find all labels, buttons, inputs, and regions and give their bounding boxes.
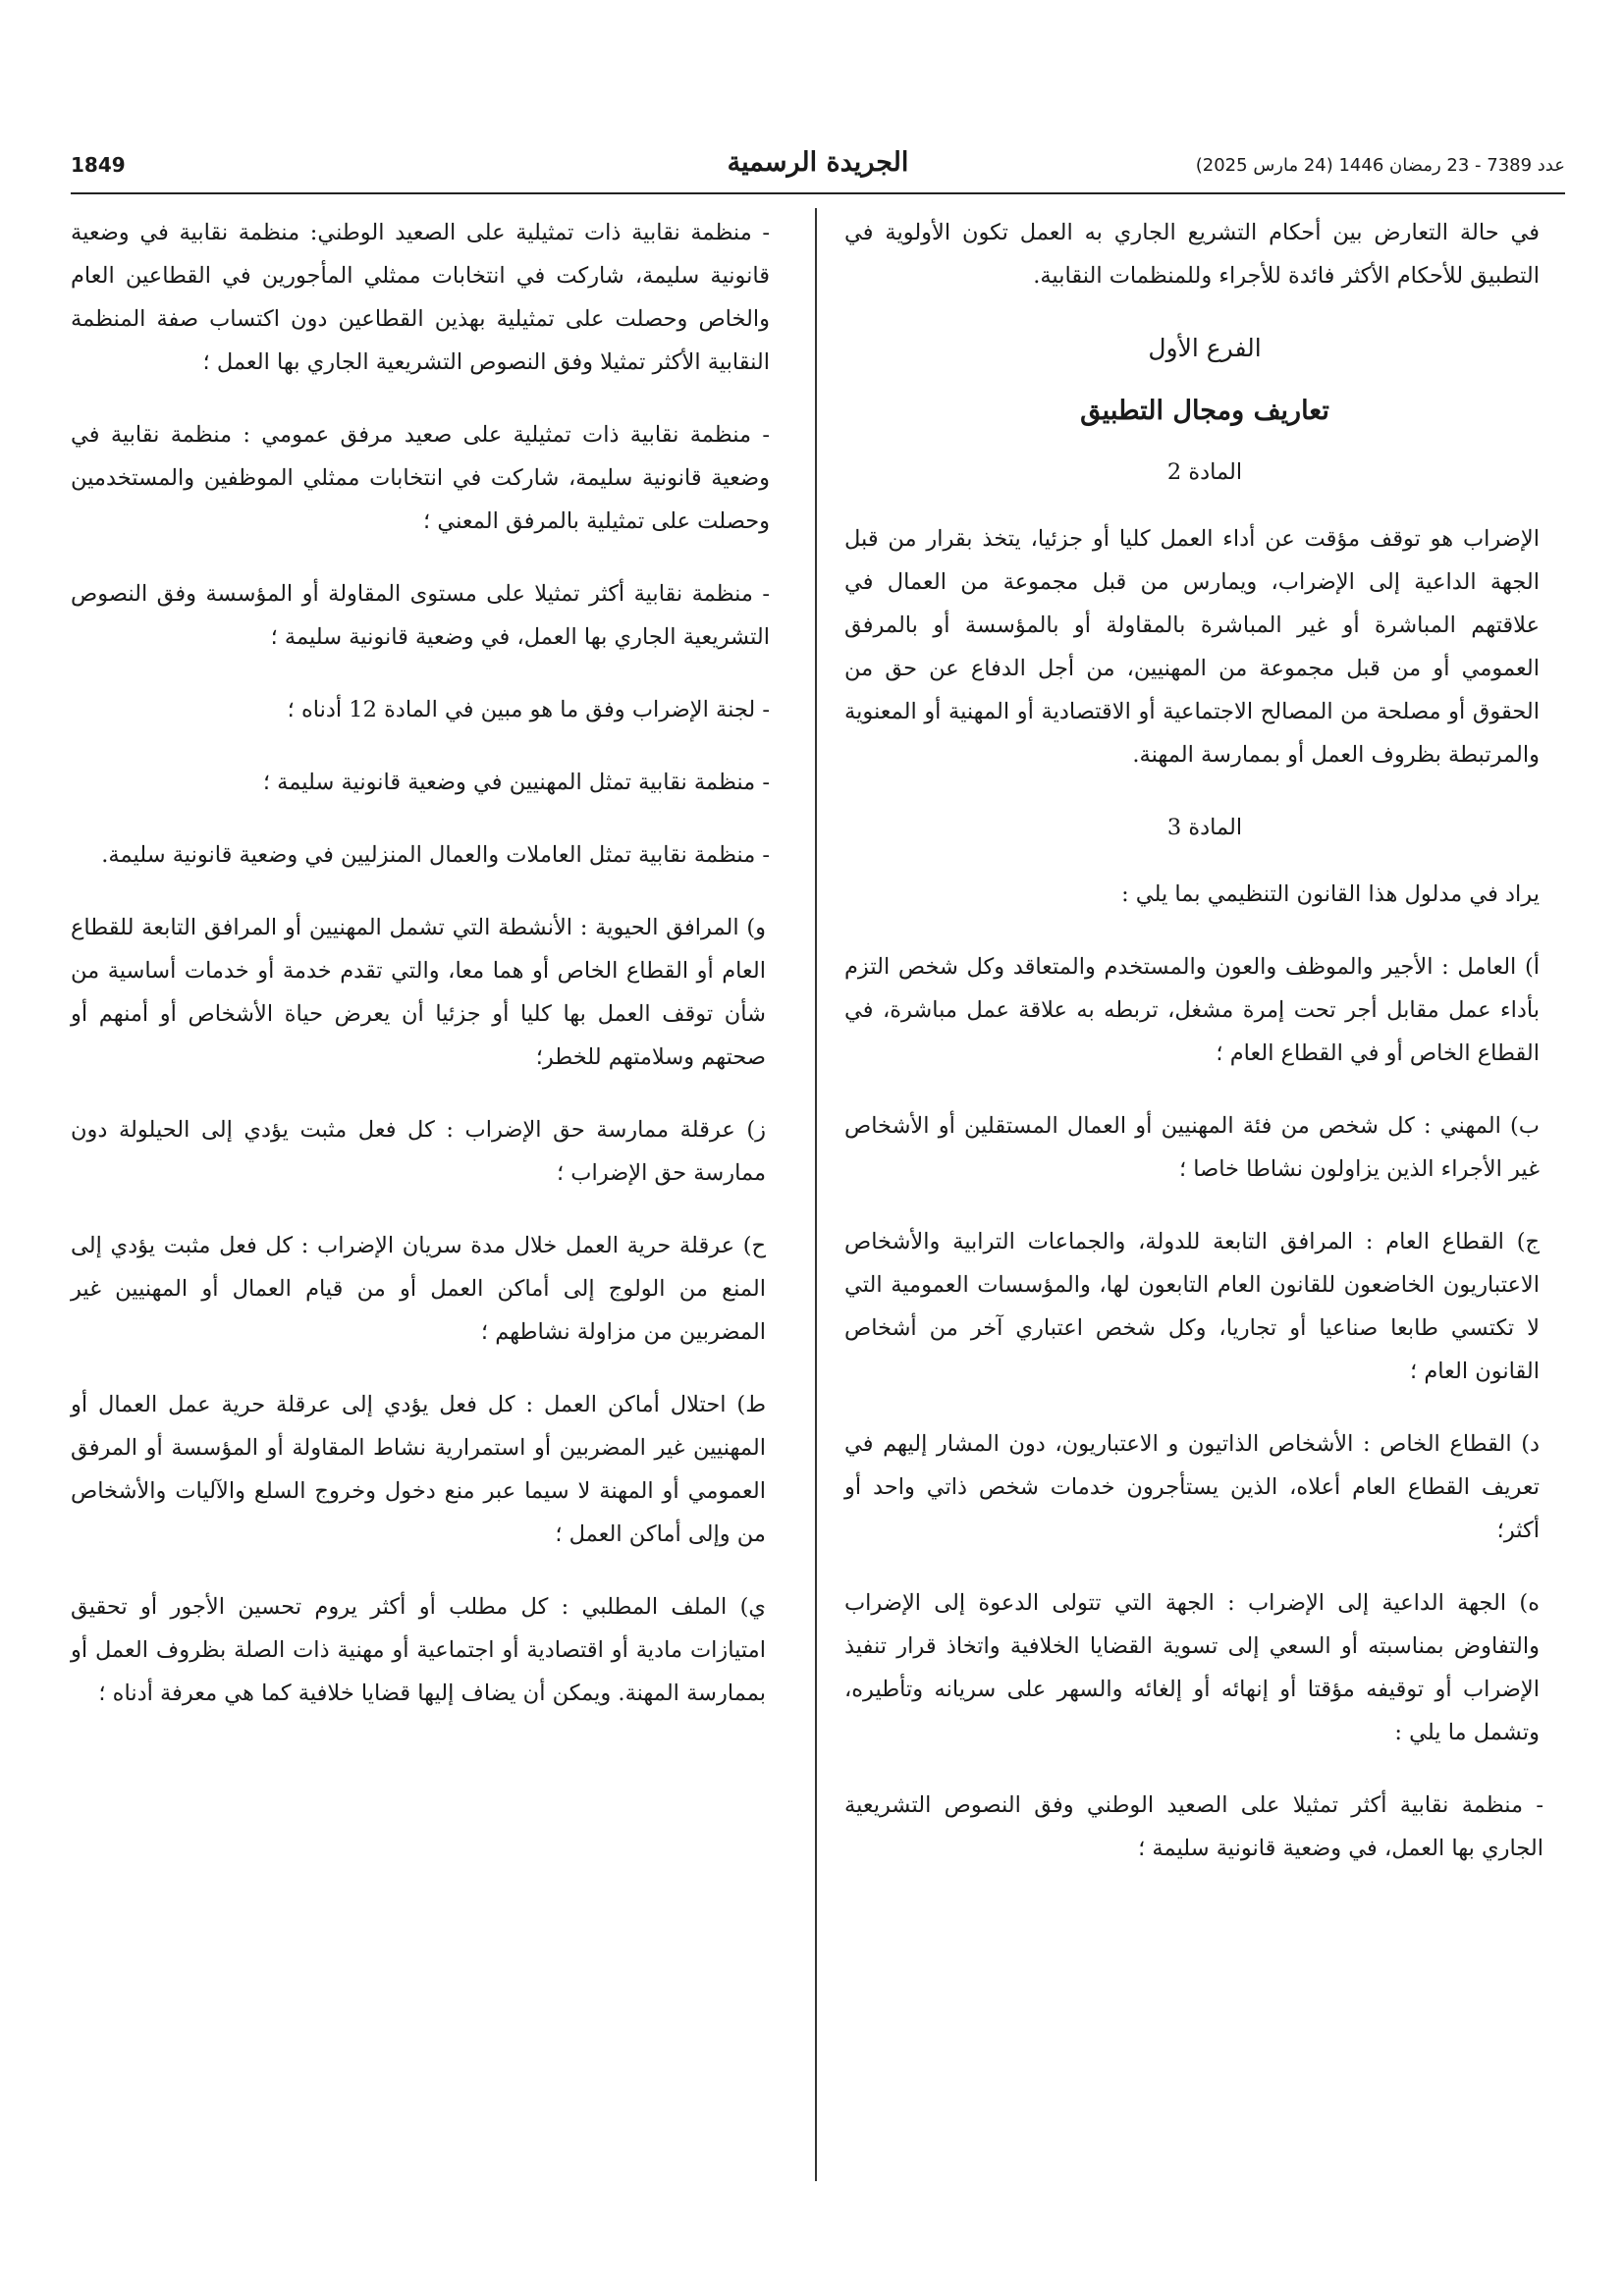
article-3-title: المادة 3 xyxy=(1166,815,1243,840)
definition-h-item-5: - لجنة الإضراب وفق ما هو مبين في المادة 12 أدناه ؛ xyxy=(287,697,770,722)
definition-h-item-2: - منظمة نقابية ذات تمثيلية على الصعيد الوطني: منظمة نقابية في وضعية قانونية سليمة، شاركت في انتخابات ممثلي المأجورين في القطاعين العام والخاص وحصلت على تمثيلية بهذين القطاعين دون اكتساب صفة المنظمة النقابية الأكثر تمثيلا وفق النصوص التشريعية الجاري بها العمل ؛ xyxy=(71,220,770,375)
page-header xyxy=(71,147,1565,190)
definition-w: و) المرافق الحيوية : الأنشطة التي تشمل المهنيين أو المرافق التابعة للقطاع العام أو القطاع الخاص أو هما معا، والتي تقدم خدمة أو خدمات أساسية من شأن توقف العمل بها كليا أو جزئيا أن يعرض حياة الأشخاص أو أمنهم أو صحتهم وسلامتهم للخطر؛ xyxy=(71,915,766,1070)
definition-d: د) القطاع الخاص : الأشخاص الذاتيون و الاعتباريون، دون المشار إليهم في تعريف القطاع العام أعلاه، الذين يستأجرون خدمات شخص ذاتي واحد أو أكثر؛ xyxy=(844,1431,1540,1543)
right-column xyxy=(844,211,1565,1899)
article-2-title: المادة 2 xyxy=(1166,459,1243,485)
page-number: 1849 xyxy=(71,153,126,177)
definition-a: أ) العامل : الأجير والموظف والعون والمستخدم والمتعاقد وكل شخص التزم بأداء عمل مقابل أجر تحت إمرة مشغل، تربطه به علاقة عمل مباشرة، في القطاع الخاص أو في القطاع العام ؛ xyxy=(844,954,1540,1066)
issue-info: عدد 7389 - 23 رمضان 1446 (24 مارس 2025) xyxy=(1195,155,1565,176)
definition-h-item-4: - منظمة نقابية أكثر تمثيلا على مستوى المقاولة أو المؤسسة وفق النصوص التشريعية الجاري بها العمل، في وضعية قانونية سليمة ؛ xyxy=(71,581,770,650)
definition-ha: ح) عرقلة حرية العمل خلال مدة سريان الإضراب : كل فعل مثبت يؤدي إلى المنع من الولوج إلى أماكن العمل أو من قيام العمال أو المهنيين غير المضربين من مزاولة نشاطهم ؛ xyxy=(71,1233,766,1345)
definition-z: ز) عرقلة ممارسة حق الإضراب : كل فعل مثبت يؤدي إلى الحيلولة دون ممارسة حق الإضراب ؛ xyxy=(71,1117,766,1186)
definition-b: ب) المهني : كل شخص من فئة المهنيين أو العمال المستقلين أو الأشخاص غير الأجراء الذين يزاولون نشاطا خاصا ؛ xyxy=(844,1113,1540,1182)
definition-h-item-3: - منظمة نقابية ذات تمثيلية على صعيد مرفق عمومي : منظمة نقابية في وضعية قانونية سليمة، شاركت في انتخابات ممثلي الموظفين والمستخدمين وحصلت على تمثيلية بالمرفق المعني ؛ xyxy=(71,422,770,534)
definition-h: ه) الجهة الداعية إلى الإضراب : الجهة التي تتولى الدعوة إلى الإضراب والتفاوض بمناسبته أو السعي إلى تسوية القضايا الخلافية واتخاذ قرار تنفيذ الإضراب أو توقيفه مؤقتا أو إنهائه أو إلغائه والسهر على سريانه وتأطيره، وتشمل ما يلي : xyxy=(844,1590,1540,1745)
section-title: الفرع الأول xyxy=(1148,334,1262,362)
journal-title: الجريدة الرسمية xyxy=(727,147,909,178)
column-divider xyxy=(815,208,817,2181)
definition-ta: ط) احتلال أماكن العمل : كل فعل يؤدي إلى عرقلة حرية عمل العمال أو المهنيين غير المضربين أو استمرارية نشاط المقاولة أو المؤسسة أو المرفق العمومي أو المهنة لا سيما عبر منع دخول وخروج السلع والآليات والأشخاص من وإلى أماكن العمل ؛ xyxy=(71,1392,766,1547)
left-column xyxy=(71,211,791,1744)
definition-ya: ي) الملف المطلبي : كل مطلب أو أكثر يروم تحسين الأجور أو تحقيق امتيازات مادية أو اقتصادية أو اجتماعية أو مهنية ذات الصلة بظروف العمل أو بممارسة المهنة. ويمكن أن يضاف إليها قضايا خلافية كما هي معرفة أدناه ؛ xyxy=(71,1594,766,1706)
definition-h-item-7: - منظمة نقابية تمثل العاملات والعمال المنزليين في وضعية قانونية سليمة. xyxy=(101,842,770,868)
section-subtitle: تعاريف ومجال التطبيق xyxy=(1080,396,1329,426)
definition-h-item-1: - منظمة نقابية أكثر تمثيلا على الصعيد الوطني وفق النصوص التشريعية الجاري بها العمل، في وضعية قانونية سليمة ؛ xyxy=(844,1792,1543,1861)
header-rule xyxy=(71,192,1565,194)
definition-h-item-6: - منظمة نقابية تمثل المهنيين في وضعية قانونية سليمة ؛ xyxy=(262,770,770,795)
intro-paragraph: في حالة التعارض بين أحكام التشريع الجاري به العمل تكون الأولوية في التطبيق للأحكام الأكثر فائدة للأجراء وللمنظمات النقابية. xyxy=(844,220,1540,289)
article-2-text: الإضراب هو توقف مؤقت عن أداء العمل كليا أو جزئيا، يتخذ بقرار من قبل الجهة الداعية إلى الإضراب، ويمارس من قبل مجموعة من العمال في علاقتهم المباشرة أو غير المباشرة بالمقاولة أو بالمؤسسة أو بالمرفق العمومي أو من قبل مجموعة من المهنيين، من أجل الدفاع عن حق من الحقوق أو مصلحة من المصالح الاجتماعية أو الاقتصادية أو المهنية أو المعنوية والمرتبطة بظروف العمل أو بممارسة المهنة. xyxy=(844,526,1540,768)
definition-c: ج) القطاع العام : المرافق التابعة للدولة، والجماعات الترابية والأشخاص الاعتباريون الخاضعون للقانون العام التابعون لها، والمؤسسات العمومية التي لا تكتسي طابعا صناعيا أو تجاريا، وكل شخص اعتباري آخر من أشخاص القانون العام ؛ xyxy=(844,1229,1540,1384)
article-3-intro: يراد في مدلول هذا القانون التنظيمي بما يلي : xyxy=(1121,881,1540,907)
